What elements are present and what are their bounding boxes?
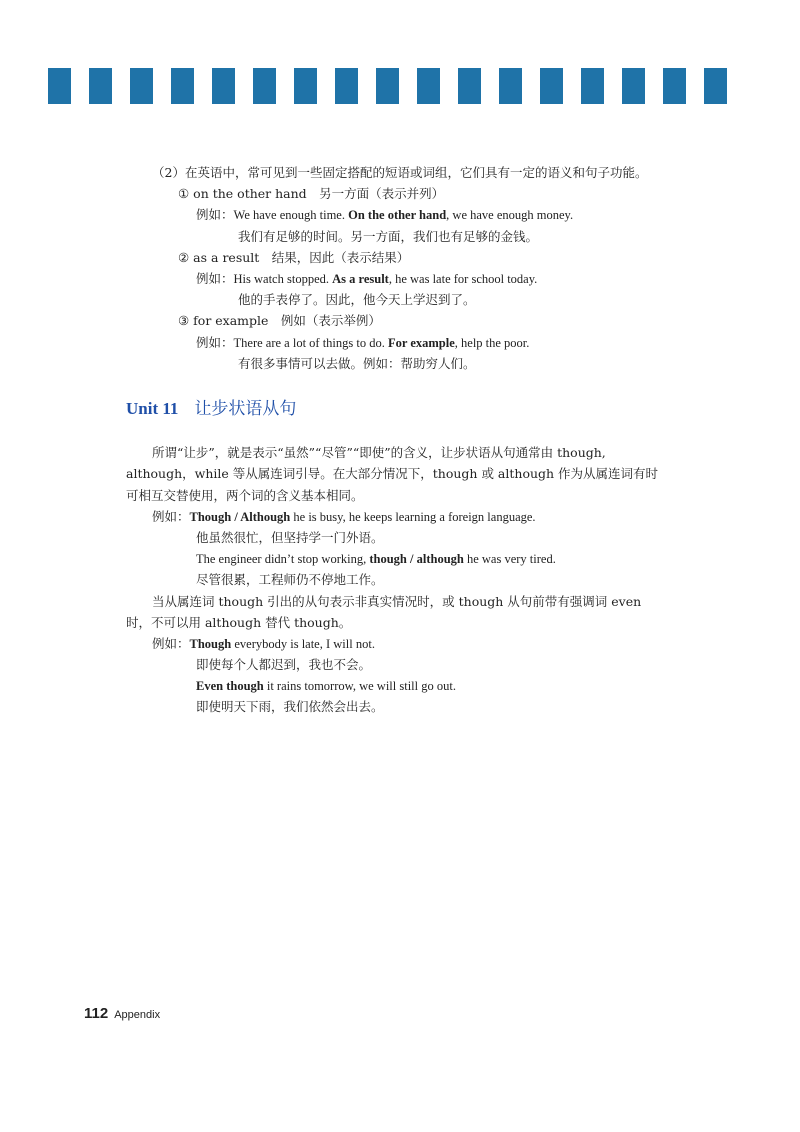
paragraph-2-line-1: 当从属连词 though 引出的从句表示非真实情况时，或 though 从句前带有强调词 even [152,594,642,609]
band-square [89,68,112,104]
example-keyword: As a result [332,272,389,286]
example-keyword: Though [189,637,232,651]
band-square [376,68,399,104]
unit-heading [126,397,296,421]
band-square [171,68,194,104]
band-square [581,68,604,104]
example-text: , help the poor. [454,336,530,350]
band-square [417,68,440,104]
example-text: The engineer didn’t stop working, [196,552,370,566]
footer-section-label: Appendix [114,1009,161,1021]
band-square [704,68,727,104]
example-sentence-3 [196,334,529,352]
example-prefix: 例如： [196,207,234,222]
unit-example-1 [152,508,536,526]
page-number: 112 [84,1005,109,1022]
unit-title: 让步状语从句 [194,399,297,419]
band-square [540,68,563,104]
header-decoration-band [48,68,744,104]
phrase-label-2: ② as a result 结果，因此（表示结果） [178,250,410,265]
example-sentence-2 [196,270,537,288]
section-intro: （2）在英语中，常可见到一些固定搭配的短语或词组，它们具有一定的语义和句子功能。 [152,165,648,180]
example-translation-1: 我们有足够的时间。另一方面，我们也有足够的金钱。 [238,229,539,244]
band-square [48,68,71,104]
example-translation-3: 有很多事情可以去做。例如：帮助穷人们。 [238,356,476,371]
paragraph-2-line-2: 时，不可以用 although 替代 though。 [126,615,352,630]
example-text: We have enough time. [233,208,349,222]
example-text: , we have enough money. [446,208,574,222]
unit-example-2-translation: 尽管很累，工程师仍不停地工作。 [196,572,384,587]
band-square [458,68,481,104]
example-text: he was very tired. [463,552,556,566]
band-square [253,68,276,104]
band-square [622,68,645,104]
unit-example-2 [196,550,556,568]
paragraph-1-line-2: although，while 等从属连词引导。在大部分情况下，though 或 although 作为从属连词有时 [126,466,659,481]
example-text: His watch stopped. [233,272,333,286]
example-sentence-1 [196,206,573,224]
example-keyword: Though / Although [189,510,291,524]
band-square [130,68,153,104]
band-square [663,68,686,104]
example-prefix: 例如： [196,271,234,286]
unit-number: Unit 11 [126,399,179,418]
example-text: There are a lot of things to do. [233,336,388,350]
band-square [294,68,317,104]
paragraph-1-line-3: 可相互交替使用，两个词的含义基本相同。 [126,488,364,503]
unit-example-3 [152,635,375,653]
band-square [212,68,235,104]
unit-example-3-translation: 即使每个人都迟到，我也不会。 [196,657,372,672]
unit-example-1-translation: 他虽然很忙，但坚持学一门外语。 [196,530,384,545]
band-square [335,68,358,104]
example-keyword: For example [387,336,455,350]
example-keyword: On the other hand [348,208,447,222]
unit-example-4-translation: 即使明天下雨，我们依然会出去。 [196,699,384,714]
band-square [499,68,522,104]
phrase-label-3: ③ for example 例如（表示举例） [178,313,381,328]
example-keyword: though / although [369,552,464,566]
example-text: , he was late for school today. [388,272,538,286]
example-text: everybody is late, I will not. [231,637,375,651]
unit-example-4 [196,677,456,695]
page-footer [84,1005,160,1022]
example-text: he is busy, he keeps learning a foreign language. [290,510,536,524]
example-text: it rains tomorrow, we will still go out. [263,679,456,693]
example-prefix: 例如： [196,335,234,350]
example-keyword: Even though [196,679,264,693]
example-prefix: 例如： [152,636,190,651]
phrase-label-1: ① on the other hand 另一方面（表示并列） [178,186,445,201]
paragraph-1-line-1: 所谓“让步”，就是表示“虽然”“尽管”“即使”的含义，让步状语从句通常由 though, [152,445,606,460]
example-translation-2: 他的手表停了。因此，他今天上学迟到了。 [238,292,476,307]
example-prefix: 例如： [152,509,190,524]
